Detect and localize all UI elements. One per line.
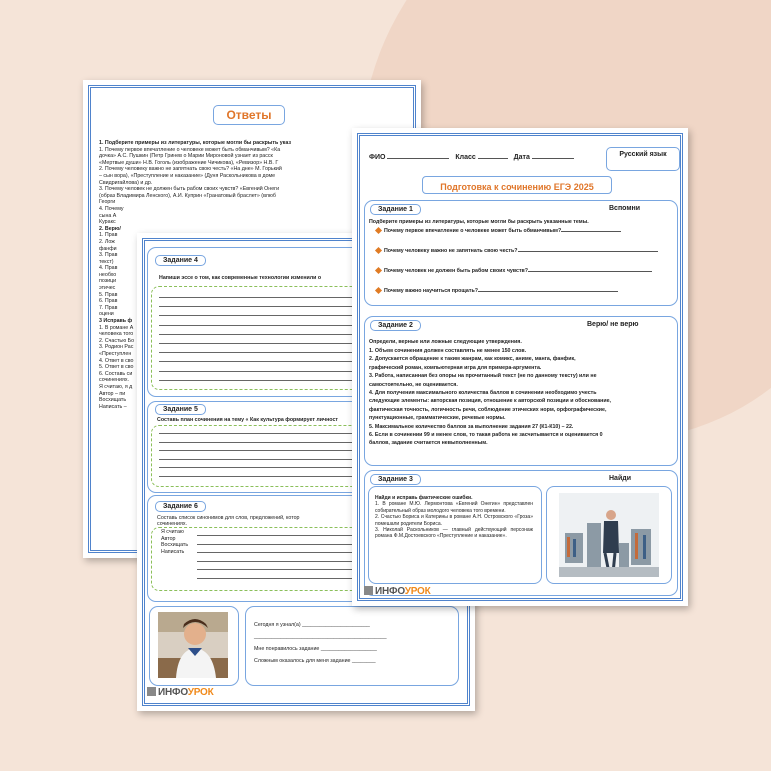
answer-line[interactable] bbox=[518, 251, 658, 252]
logo-mark-icon bbox=[147, 687, 156, 696]
answer-line-text: 6. Составь си bbox=[99, 370, 133, 377]
answer-line-text: Я считаю, я д bbox=[99, 383, 133, 390]
task2-statement: следующие элементы: авторская позиция, отношение к авторской позиции и обоснование, bbox=[369, 398, 612, 405]
reflection-learned: Сегодня я узнал(а) _______________________ bbox=[254, 622, 370, 628]
task1-label: Задание 1 bbox=[370, 204, 421, 215]
answer-line-text: – сын вора), «Преступление и наказание» (Дуня Раскольникова в доме bbox=[99, 172, 276, 179]
task2-statement: 2. Допускается обращение к таким жанрам, как комикс, аниме, манга, фанфик, bbox=[369, 356, 576, 363]
task2-statement: 6. Если в сочинении 99 и менее слов, то такая работа не засчитывается и оценивается 0 bbox=[369, 432, 603, 439]
class-label: Класс bbox=[455, 154, 476, 161]
task3-image-box bbox=[546, 486, 672, 584]
task1-questions bbox=[376, 228, 676, 308]
answer-line-text: человека того bbox=[99, 331, 134, 338]
task2-statement: 5. Максимальное количество баллов за выполнение задания 27 (К1-К10) – 22. bbox=[369, 423, 574, 430]
date-field[interactable] bbox=[532, 158, 574, 159]
answer-line-text: 1. Подберите примеры из литературы, которые могли бы раскрыть указ bbox=[99, 140, 291, 146]
answer-line-text: необхо bbox=[99, 271, 117, 278]
answer-line-text: 4. Ответ в сво bbox=[99, 357, 134, 364]
task6-word: Автор bbox=[161, 535, 176, 542]
answer-line[interactable] bbox=[528, 271, 652, 272]
answer-line-text: 5. Ответ в сво bbox=[99, 364, 134, 371]
reflection-hard: Сложным оказалось для меня задание ________ bbox=[254, 658, 376, 664]
reflection-box bbox=[245, 606, 459, 686]
task5-label: Задание 5 bbox=[155, 404, 206, 415]
task2-label: Задание 2 bbox=[370, 320, 421, 331]
answer-line-text: 4. Прав bbox=[99, 265, 118, 272]
answer-line-text: Восхищать bbox=[99, 397, 127, 404]
bullet-icon bbox=[375, 267, 382, 274]
answer-line-text: 2. Счастью Бо bbox=[99, 337, 135, 344]
answer-line-text: Свидригайлова) и др. bbox=[99, 179, 153, 186]
task4-prompt: Напиши эссе о том, как современные технологии изменили о bbox=[159, 275, 322, 281]
fio-field[interactable] bbox=[387, 158, 449, 159]
answer-line-text: 6. Прав bbox=[99, 298, 118, 305]
task6-word: Я считаю bbox=[161, 529, 184, 535]
bullet-icon bbox=[375, 227, 382, 234]
task2-statement: пунктуационные, грамматические, речевые нормы. bbox=[369, 415, 506, 422]
header-row bbox=[369, 155, 609, 162]
answer-line-text: 3 Исправь ф bbox=[99, 318, 133, 325]
answer-line-text: 5. Прав bbox=[99, 291, 118, 298]
task1-prompt: Подберите примеры из литературы, которые могли бы раскрыть указанные темы. bbox=[369, 219, 589, 225]
answer-line[interactable] bbox=[478, 291, 618, 292]
answer-line-text: 2. Верю/ bbox=[99, 225, 121, 232]
task3-text-box bbox=[368, 486, 542, 584]
answer-line-text: Куракс bbox=[99, 219, 116, 226]
answer-line-text: 3. Почему человек не должен быть рабом своих чувств? «Евгений Онеги bbox=[99, 186, 280, 193]
task2-statement: 4. Для получения максимального количества баллов в сочинении необходимо учесть bbox=[369, 390, 597, 397]
answer-line-text: «Мертвые души» Н.В. Гоголь (изображение Чичикова), «Ревизор» Н.В. Г bbox=[99, 159, 279, 166]
task2-statement: баллов, задание считается невыполненным. bbox=[369, 440, 488, 447]
class-field[interactable] bbox=[478, 158, 508, 159]
answer-line-text: 2. Лож bbox=[99, 238, 115, 245]
date-label: Дата bbox=[513, 154, 530, 161]
answer-line-text: 3. Родион Рас bbox=[99, 344, 134, 351]
task3-item: 1. В романе М.Ю. Лермонтова «Евгений Онегин» представлен собирательный образ молодого человека того времени. bbox=[375, 501, 533, 514]
task3-prompt: Найди и исправь фактические ошибки. bbox=[375, 495, 473, 501]
student-photo bbox=[158, 612, 228, 678]
worksheet-title: Подготовка к сочинению ЕГЭ 2025 bbox=[422, 176, 612, 194]
answers-title: Ответы bbox=[213, 105, 285, 125]
task5-prompt: Составь план сочинения на тему « Как культура формирует личност bbox=[157, 417, 338, 423]
answer-line-text: (образ Владимира Ленского), А.И. Куприн «Гранатовый браслет» (влюб bbox=[99, 192, 276, 199]
answer-line-text: Написать – bbox=[99, 403, 127, 410]
task3-tag: Найди bbox=[602, 474, 638, 483]
answer-line-text: 1. Почему первое впечатление о человеке может быть обманчивым? «Ка bbox=[99, 146, 281, 153]
answer-line-text: фанфи bbox=[99, 245, 117, 252]
task1-question: Почему первое впечатление о человеке может быть обманчивым? bbox=[376, 228, 676, 248]
bullet-icon bbox=[375, 287, 382, 294]
task2-statement: 1. Объем сочинения должен составлять не менее 150 слов. bbox=[369, 348, 527, 354]
answer-line-text: позици bbox=[99, 278, 117, 285]
answer-line-text: 2. Почему человеку важно не запятнать свою честь? «На дне» М. Горький bbox=[99, 166, 282, 173]
task2-statements bbox=[369, 347, 679, 448]
logo-mark-icon bbox=[364, 586, 373, 595]
task2-statement: самостоятельно, не оценивается. bbox=[369, 381, 458, 388]
student-photo-box bbox=[149, 606, 239, 686]
reflection-continuation: _____________________________________________ bbox=[254, 634, 387, 640]
infourok-logo: ИНФОУРОК bbox=[147, 687, 214, 698]
bullet-icon bbox=[375, 247, 382, 254]
answer-line-text: Георги bbox=[99, 199, 116, 206]
answer-line-text: Автор – пи bbox=[99, 390, 126, 397]
answer-line-text: 1. В романе А bbox=[99, 324, 134, 331]
task6-word: Написать bbox=[161, 548, 185, 555]
task2-statement: 3. Работа, написанная без опоры на прочитанный текст (не по данному тексту) или не bbox=[369, 373, 597, 380]
answer-line-text: дочка» А.С. Пушкин (Петр Гринев о Марии Мироновой узнает из расск bbox=[99, 153, 273, 160]
answer-line[interactable] bbox=[561, 231, 621, 232]
answer-line-text: 7. Прав bbox=[99, 304, 118, 311]
answer-line-text: этичес bbox=[99, 285, 116, 292]
answer-line-text: 3. Прав bbox=[99, 252, 118, 259]
task1-tag: Вспомни bbox=[602, 204, 647, 213]
task1-question: Почему важно научиться прощать? bbox=[376, 288, 676, 308]
task4-label: Задание 4 bbox=[155, 255, 206, 266]
reflection-liked: Мне понравилось задание ___________________ bbox=[254, 646, 377, 652]
task6-prompt-cont: сочинениях. bbox=[157, 521, 187, 527]
worksheet-front bbox=[352, 128, 688, 606]
task6-prompt: Составь список синонимов для слов, предложений, котор bbox=[157, 515, 300, 521]
task1-question: Почему человек не должен быть рабом своих чувств? bbox=[376, 268, 676, 288]
task6-label: Задание 6 bbox=[155, 501, 206, 512]
task3-item: 3. Николай Раскольников — главный действующий персонаж романа Ф.М.Достоевского «Преступление и наказание». bbox=[375, 527, 533, 540]
answer-line-text: 1. Прав bbox=[99, 232, 118, 239]
answer-line-text: оцени bbox=[99, 311, 114, 318]
man-in-library-image bbox=[559, 493, 659, 577]
task2-prompt: Определи, верные или ложные следующие утверждения. bbox=[369, 339, 522, 345]
infourok-logo: ИНФОУРОК bbox=[364, 586, 431, 597]
answer-line-text: текст) bbox=[99, 258, 114, 265]
task3-label: Задание 3 bbox=[370, 474, 421, 485]
answer-line-text: сочинениях. bbox=[99, 377, 129, 384]
task2-statement: графический роман, компьютерная игра для примера-аргумента. bbox=[369, 364, 542, 371]
task2-statement: фактическая точность, логичность речи, соблюдение этических норм, орфографические, bbox=[369, 406, 607, 413]
task2-tag: Верю/ не верю bbox=[580, 320, 646, 329]
answer-line-text: «Преступлен bbox=[99, 351, 132, 357]
task6-word: Восхищать bbox=[161, 542, 189, 549]
subject-badge: Русский язык bbox=[606, 147, 680, 171]
answer-line-text: 4. Почему bbox=[99, 205, 124, 212]
task1-question: Почему человеку важно не запятнать свою честь? bbox=[376, 248, 676, 268]
answer-line-text: сына А bbox=[99, 212, 117, 219]
task3-item: 2. Счастью Бориса и Катерины в романе А.Н. Островского «Гроза» помешали родители Бориса. bbox=[375, 514, 533, 527]
fio-label: ФИО bbox=[369, 154, 386, 161]
